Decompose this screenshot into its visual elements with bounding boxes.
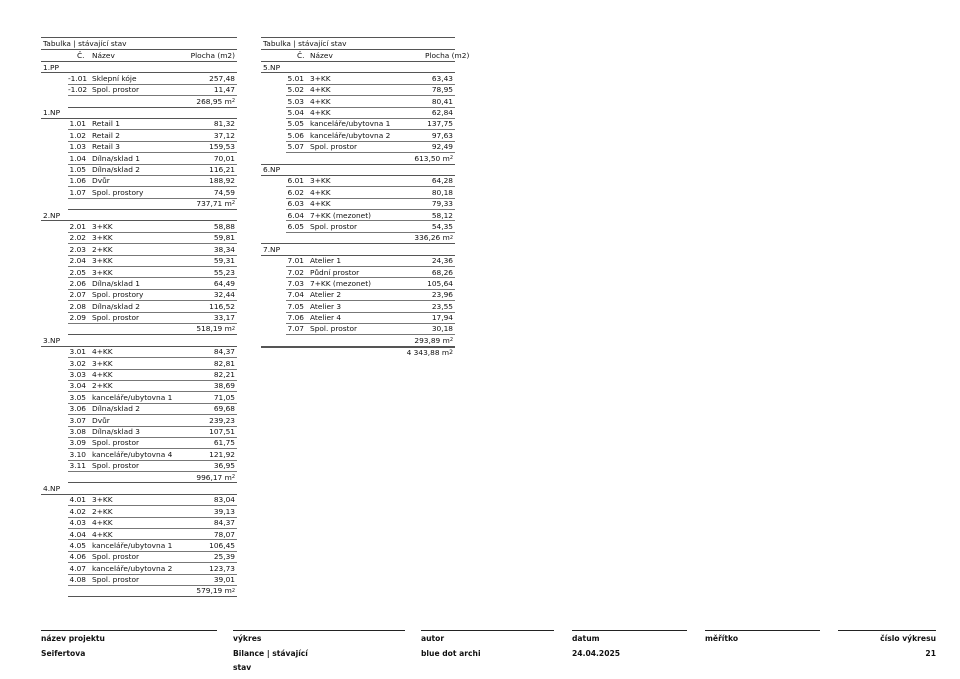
room-name: 4+KK (310, 96, 331, 106)
room-area: 70,01 (213, 153, 235, 163)
room-name: Retail 1 (92, 119, 120, 129)
room-area: 36,95 (213, 461, 235, 471)
room-number: 3.09 (69, 438, 86, 448)
room-area: 116,21 (209, 165, 235, 175)
room-number: 2.03 (69, 244, 86, 254)
room-area: 23,96 (431, 290, 453, 300)
room-number: 1.02 (69, 130, 86, 140)
room-name: 3+KK (310, 176, 331, 186)
room-name: Spol. prostor (92, 313, 140, 323)
room-number: 4.03 (69, 518, 86, 528)
floor-label: 4.NP (41, 483, 237, 494)
room-name: 7+KK (mezonet) (310, 210, 371, 220)
table-row (286, 73, 455, 84)
floor-sum-value: 737,71 m (196, 199, 232, 209)
table-row (286, 108, 455, 119)
room-name: Atelier 3 (310, 301, 342, 311)
header-area: Plocha (m2) (425, 51, 470, 60)
room-number: 7.07 (287, 324, 304, 334)
room-name: Sklepní kóje (92, 73, 137, 83)
title-block-date (572, 630, 687, 661)
room-name: Atelier 2 (310, 290, 342, 300)
room-number: 4.08 (69, 575, 86, 585)
area-table-right (261, 37, 470, 358)
table-row (68, 347, 237, 358)
room-area: 82,21 (213, 370, 235, 380)
room-number: 3.10 (69, 449, 86, 459)
room-name: Spol. prostor (92, 575, 140, 585)
room-number: 3.02 (69, 358, 86, 368)
room-number: 6.01 (287, 176, 304, 186)
room-number: 7.03 (287, 278, 304, 288)
title-block-project (41, 630, 217, 661)
room-number: 3.05 (69, 392, 86, 402)
table-row (68, 404, 237, 415)
room-area: 62,84 (431, 108, 453, 118)
date-label: datum (572, 634, 600, 643)
room-area: 92,49 (431, 142, 453, 152)
table-row (68, 518, 237, 529)
drawing-value (233, 647, 405, 675)
room-area: 38,34 (213, 244, 235, 254)
floor-sum-unit-exponent: 2 (449, 154, 453, 161)
table-row (286, 256, 455, 267)
table-row (286, 85, 455, 96)
room-name: Spol. prostor (92, 438, 140, 448)
table-row (286, 176, 455, 187)
floor-sum-row (68, 324, 237, 335)
floor-sum-unit-exponent: 2 (231, 200, 235, 207)
table-row (68, 153, 237, 164)
table-row (68, 187, 237, 198)
table-row (68, 267, 237, 278)
room-number: 6.04 (287, 210, 304, 220)
room-area: 78,95 (431, 85, 453, 95)
room-area: 61,75 (213, 438, 235, 448)
room-name: Spol. prostor (92, 552, 140, 562)
room-area: 83,04 (213, 495, 235, 505)
table-row (68, 438, 237, 449)
room-number: 3.11 (69, 461, 86, 471)
room-name: Spol. prostor (310, 324, 358, 334)
room-number: 3.04 (69, 381, 86, 391)
room-number: 7.04 (287, 290, 304, 300)
area-table-left (41, 37, 237, 597)
room-number: 2.06 (69, 278, 86, 288)
table-row (68, 381, 237, 392)
floor-sum-row (261, 153, 455, 164)
floor-label: 5.NP (261, 62, 455, 73)
table-header-row (41, 50, 237, 62)
room-number: 4.01 (69, 495, 86, 505)
table-row (68, 392, 237, 403)
room-area: 24,36 (431, 256, 453, 266)
room-area: 39,01 (213, 575, 235, 585)
room-area: 63,43 (431, 73, 453, 83)
room-area: 78,07 (213, 529, 235, 539)
room-area: 25,39 (213, 552, 235, 562)
table-row (68, 290, 237, 301)
room-name: Retail 2 (92, 130, 120, 140)
table-row (286, 313, 455, 324)
room-name: 4+KK (310, 187, 331, 197)
drawing-value-line1: Bilance | stávající (233, 649, 308, 658)
table-title: Tabulka | stávající stav (41, 37, 237, 50)
room-number: 4.05 (69, 540, 86, 550)
room-area: 59,31 (213, 256, 235, 266)
grand-total-row (261, 347, 455, 358)
floor-sum-row (68, 586, 237, 597)
room-name: Spol. prostory (92, 290, 144, 300)
table-row (68, 506, 237, 517)
header-number: Č. (297, 51, 305, 60)
room-area: 30,18 (431, 324, 453, 334)
room-area: 81,32 (213, 119, 235, 129)
room-name: Dílna/sklad 2 (92, 404, 140, 414)
room-number: 1.05 (69, 165, 86, 175)
table-row (68, 221, 237, 232)
table-row (68, 256, 237, 267)
floor-sum-value: 268,95 m (196, 96, 232, 106)
room-number: 4.04 (69, 529, 86, 539)
room-name: 3+KK (92, 233, 113, 243)
table-row (286, 324, 455, 335)
date-value: 24.04.2025 (572, 649, 621, 658)
room-area: 239,23 (209, 415, 235, 425)
room-name: 4+KK (310, 108, 331, 118)
room-number: 3.01 (69, 347, 86, 357)
table-row (286, 290, 455, 301)
room-area: 58,88 (213, 221, 235, 231)
room-name: kanceláře/ubytovna 1 (92, 540, 173, 550)
room-name: 4+KK (92, 370, 113, 380)
header-number: Č. (77, 51, 85, 60)
room-name: Dílna/sklad 2 (92, 165, 140, 175)
room-number: 5.05 (287, 119, 304, 129)
room-number: 7.05 (287, 301, 304, 311)
room-name: 2+KK (92, 506, 113, 516)
room-name: Retail 3 (92, 142, 120, 152)
table-row (286, 221, 455, 232)
room-area: 69,68 (213, 404, 235, 414)
table-row (68, 529, 237, 540)
room-name: 3+KK (92, 495, 113, 505)
room-area: 64,49 (213, 278, 235, 288)
floor-sum-unit-exponent: 2 (231, 97, 235, 104)
room-area: 82,81 (213, 358, 235, 368)
table-row (68, 449, 237, 460)
title-block-scale (705, 630, 820, 647)
table-row (68, 427, 237, 438)
room-number: 6.03 (287, 199, 304, 209)
room-number: 2.08 (69, 301, 86, 311)
table-row (68, 552, 237, 563)
room-area: 107,51 (209, 427, 235, 436)
table-row (68, 176, 237, 187)
room-name: 4+KK (92, 518, 113, 528)
room-area: 55,23 (213, 267, 235, 277)
room-number: 4.02 (69, 506, 86, 516)
room-area: 80,41 (431, 96, 453, 106)
author-value: blue dot archi (421, 649, 481, 658)
room-number: 5.04 (287, 108, 304, 118)
drawing-label: výkres (233, 634, 262, 643)
room-name: kanceláře/ubytovna 1 (310, 119, 391, 129)
room-name: Dílna/sklad 3 (92, 427, 140, 436)
table-row (286, 210, 455, 221)
room-name: kanceláře/ubytovna 1 (92, 392, 173, 402)
floor-sum-value: 613,50 m (414, 153, 450, 163)
table-row (68, 461, 237, 472)
room-area: 39,13 (213, 506, 235, 516)
table-row (286, 130, 455, 141)
room-area: 11,47 (213, 85, 235, 95)
room-number: 4.07 (69, 563, 86, 573)
floor-sum-unit-exponent: 2 (449, 337, 453, 344)
room-number: 4.06 (69, 552, 86, 562)
table-row (68, 130, 237, 141)
room-name: 4+KK (92, 347, 113, 357)
room-name: 3+KK (310, 73, 331, 83)
room-name: 7+KK (mezonet) (310, 278, 371, 288)
table-row (68, 415, 237, 426)
table-row (68, 540, 237, 551)
table-row (68, 495, 237, 506)
room-area: 84,37 (213, 518, 235, 528)
room-area: 64,28 (431, 176, 453, 186)
table-row (68, 575, 237, 586)
header-name: Název (310, 51, 333, 60)
table-row (286, 278, 455, 289)
room-area: 188,92 (209, 176, 235, 186)
table-row (68, 278, 237, 289)
room-number: 1.03 (69, 142, 86, 152)
room-area: 33,17 (213, 313, 235, 323)
table-row (68, 358, 237, 369)
room-area: 159,53 (209, 142, 235, 152)
table-row (68, 73, 237, 84)
room-area: 38,69 (213, 381, 235, 391)
title-block-sheet (838, 630, 936, 661)
room-number: 7.01 (287, 256, 304, 266)
table-row (68, 301, 237, 312)
floor-sum-unit-exponent: 2 (231, 325, 235, 332)
floor-label: 3.NP (41, 335, 237, 346)
room-number: 2.04 (69, 256, 86, 266)
room-number: 2.07 (69, 290, 86, 300)
room-number: 5.03 (287, 96, 304, 106)
room-area: 257,48 (209, 73, 235, 83)
room-area: 121,92 (209, 449, 235, 459)
table-row (68, 244, 237, 255)
floor-sum-value: 579,19 m (196, 586, 232, 596)
table-row (286, 96, 455, 107)
room-number: 6.05 (287, 221, 304, 231)
room-area: 137,75 (427, 119, 453, 129)
room-name: Spol. prostor (310, 142, 358, 152)
room-number: 7.06 (287, 313, 304, 323)
room-number: 2.02 (69, 233, 86, 243)
table-row (286, 267, 455, 278)
room-name: 2+KK (92, 381, 113, 391)
floor-sum-row (68, 472, 237, 483)
room-area: 105,64 (427, 278, 453, 288)
room-area: 71,05 (213, 392, 235, 402)
floor-sum-value: 518,19 m (196, 324, 232, 334)
floor-sum-unit-exponent: 2 (231, 587, 235, 594)
room-name: Dílna/sklad 1 (92, 278, 140, 288)
room-number: 7.02 (287, 267, 304, 277)
room-area: 68,26 (431, 267, 453, 277)
room-number: 3.03 (69, 370, 86, 380)
sheet-value: 21 (925, 649, 936, 658)
title-block-author (421, 630, 554, 661)
room-area: 97,63 (431, 130, 453, 140)
room-area: 58,12 (431, 210, 453, 220)
room-area: 23,55 (431, 301, 453, 311)
room-name: kanceláře/ubytovna 2 (92, 563, 173, 573)
room-area: 80,18 (431, 187, 453, 197)
grand-total-value: 4 343,88 m (406, 348, 450, 358)
floor-sum-unit-exponent: 2 (449, 234, 453, 241)
header-area: Plocha (m2) (190, 51, 235, 60)
room-name: kanceláře/ubytovna 4 (92, 449, 173, 459)
room-area: 123,73 (209, 563, 235, 573)
room-number: 6.02 (287, 187, 304, 197)
floor-sum-value: 293,89 m (414, 335, 450, 345)
floor-label: 2.NP (41, 210, 237, 221)
table-row (68, 165, 237, 176)
room-number: -1.02 (68, 85, 88, 95)
floor-label: 1.PP (41, 62, 237, 73)
table-row (286, 301, 455, 312)
table-header-row (261, 50, 470, 62)
room-number: 2.01 (69, 221, 86, 231)
room-number: 1.07 (69, 187, 86, 197)
room-number: 1.01 (69, 119, 86, 129)
table-row (68, 142, 237, 153)
room-name: Atelier 4 (310, 313, 342, 323)
room-name: Spol. prostor (92, 85, 140, 95)
floor-sum-row (68, 199, 237, 210)
room-area: 54,35 (431, 221, 453, 231)
room-number: 3.06 (69, 404, 86, 414)
room-name: Spol. prostor (92, 461, 140, 471)
room-area: 116,52 (209, 301, 235, 311)
room-number: 5.06 (287, 130, 304, 140)
room-name: Dílna/sklad 1 (92, 153, 140, 163)
floor-label: 1.NP (41, 108, 237, 119)
title-block-drawing (233, 630, 405, 675)
room-number: -1.01 (68, 73, 88, 83)
room-name: Půdní prostor (310, 267, 360, 277)
table-row (286, 142, 455, 153)
table-row (68, 233, 237, 244)
room-area: 37,12 (213, 130, 235, 140)
sheet-label: číslo výkresu (880, 634, 936, 643)
room-name: 4+KK (310, 199, 331, 209)
room-name: 3+KK (92, 267, 113, 277)
room-area: 84,37 (213, 347, 235, 357)
room-area: 32,44 (213, 290, 235, 300)
room-name: 3+KK (92, 256, 113, 266)
table-row (286, 199, 455, 210)
room-area: 79,33 (431, 199, 453, 209)
room-number: 5.02 (287, 85, 304, 95)
room-name: Spol. prostory (92, 187, 144, 197)
room-number: 5.07 (287, 142, 304, 152)
room-name: Dvůr (92, 415, 110, 425)
drawing-value-line2: stav (233, 663, 252, 672)
table-title: Tabulka | stávající stav (261, 37, 455, 50)
table-row (68, 370, 237, 381)
floor-label: 7.NP (261, 244, 455, 255)
room-name: 3+KK (92, 358, 113, 368)
project-label: název projektu (41, 634, 105, 643)
room-name: Dvůr (92, 176, 110, 186)
room-area: 106,45 (209, 540, 235, 550)
room-number: 1.04 (69, 153, 86, 163)
floor-sum-row (68, 96, 237, 107)
room-name: 4+KK (310, 85, 331, 95)
author-label: autor (421, 634, 445, 643)
table-row (68, 563, 237, 574)
floor-sum-row (261, 335, 455, 346)
room-name: kanceláře/ubytovna 2 (310, 130, 391, 140)
room-number: 1.06 (69, 176, 86, 186)
floor-sum-value: 996,17 m (196, 472, 232, 482)
table-row (286, 119, 455, 130)
room-area: 59,81 (213, 233, 235, 243)
room-number: 5.01 (287, 73, 304, 83)
table-row (68, 313, 237, 324)
room-area: 17,94 (431, 313, 453, 323)
room-name: Spol. prostor (310, 221, 358, 231)
table-row (68, 119, 237, 130)
project-value: Seifertova (41, 649, 86, 658)
room-number: 3.08 (69, 427, 86, 436)
floor-sum-value: 336,26 m (414, 233, 450, 243)
room-name: Atelier 1 (310, 256, 342, 266)
room-number: 3.07 (69, 415, 86, 425)
room-number: 2.09 (69, 313, 86, 323)
room-name: 4+KK (92, 529, 113, 539)
table-row (286, 187, 455, 198)
room-area: 74,59 (213, 187, 235, 197)
room-number: 2.05 (69, 267, 86, 277)
table-row (68, 85, 237, 96)
floor-sum-unit-exponent: 2 (231, 473, 235, 480)
grand-total-unit-exponent: 2 (449, 349, 453, 357)
title-block (0, 630, 960, 679)
room-name: 2+KK (92, 244, 113, 254)
scale-label: měřítko (705, 634, 739, 643)
floor-sum-row (261, 233, 455, 244)
room-name: 3+KK (92, 221, 113, 231)
room-name: Dílna/sklad 2 (92, 301, 140, 311)
floor-label: 6.NP (261, 165, 455, 176)
header-name: Název (92, 51, 115, 60)
